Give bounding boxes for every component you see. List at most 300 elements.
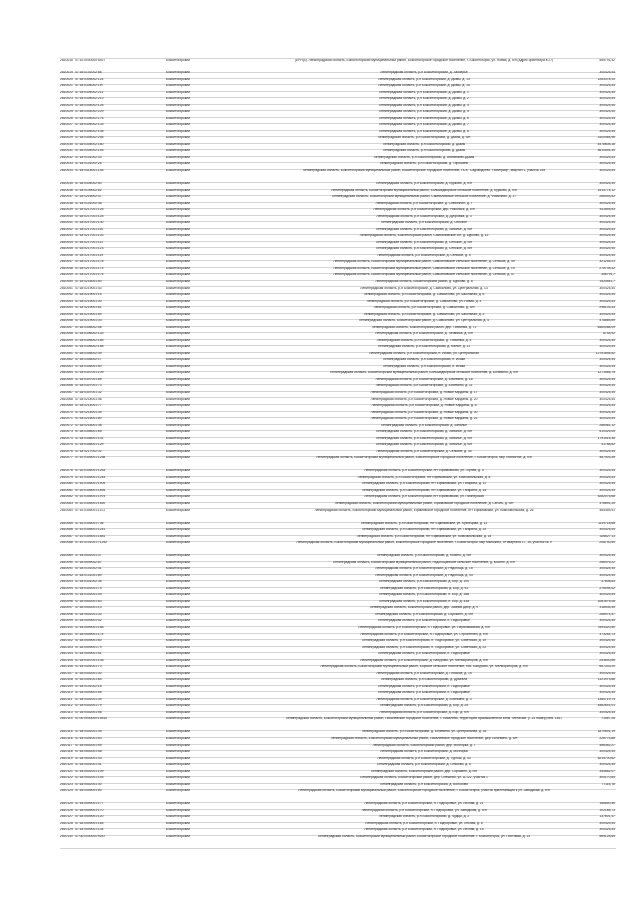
cadastral-value: 354882,07 (599, 769, 615, 773)
address: Ленинградская область, Бокситогорский район, дер. Олешево, ул. А-122, участок 1 (360, 776, 488, 780)
address: Ленинградская область, р-н Бокситогорский, пгт Ефимовский, ул. Комсомольская, д. 8 (357, 475, 491, 479)
cadastral-value: 300425,44 (599, 286, 615, 290)
district-name: Бокситогорский (166, 717, 190, 721)
address: Ленинградская область, р-н Бокситогорский, пгт Ефимовский, ул. Горная, д. 4 (364, 469, 484, 473)
district-name: Бокситогорский (166, 443, 190, 447)
cadastral-number: 47:18:0217001:119 (75, 253, 104, 257)
row-id: 2810108 (60, 678, 73, 682)
district-name: Бокситогорский (166, 142, 190, 146)
cadastral-number: 47:18:0501001:109 (75, 769, 104, 773)
row-id: 2810118 (60, 750, 73, 754)
district-name: Бокситогорский (166, 188, 190, 192)
cadastral-value: 300425,44 (599, 129, 615, 133)
cadastral-number: 47:18:0307001:32 (75, 390, 102, 394)
cadastral-number: 47:18:0509001:177 (75, 802, 104, 806)
cadastral-number: 47:10:0000000:5927 (75, 59, 106, 62)
cadastral-number: 47:18:0509001:79 (75, 645, 102, 649)
district-name: Бокситогорский (166, 671, 190, 675)
district-name: Бокситогорский (166, 482, 190, 486)
district-name: Бокситогорский (166, 377, 190, 381)
cadastral-value: 1514774,12 (597, 188, 615, 192)
cadastral-number: 47:18:0401001:63 (75, 737, 102, 740)
address: Ленинградская область, р-н Бокситогорский, д. Самойлово, ул. Школьная, д. 6 (363, 293, 485, 297)
address: Ленинградская область, Бокситогорский муниципальный район, Пикалевское городское поселение, г. Пикалево, территория промышленной зоны "Метахим" (Г.14 номер) инв. 1467 (285, 717, 563, 721)
district-name: Бокситогорский (166, 534, 190, 538)
district-name: Бокситогорский (166, 730, 190, 734)
cadastral-number: 47:18:0401001:84 (75, 678, 102, 682)
address: Ленинградская область, р-н Бокситогорский, д. Анисимово-Дымы (373, 155, 475, 159)
row-id: 2810116 (60, 737, 73, 740)
row-id: 2810124 (60, 789, 73, 793)
cadastral-value: 1121973,86 (597, 678, 615, 682)
cadastral-number: 47:10:0305001:1975 (75, 495, 106, 499)
cadastral-value: 300425,44 (599, 116, 615, 120)
cadastral-number: 47:18:0302001:49 (75, 593, 102, 597)
cadastral-number: 47:18:0216001:38 (75, 423, 102, 427)
district-name: Бокситогорский (166, 704, 190, 708)
district-name: Бокситогорский (166, 338, 190, 342)
row-id: 2810018 (60, 59, 73, 62)
district-name: Бокситогорский (166, 168, 190, 172)
district-name: Бокситогорский (166, 612, 190, 616)
row-id: 2810077 (60, 456, 73, 460)
district-name: Бокситогорский (166, 678, 190, 682)
district-name: Бокситогорский (166, 756, 190, 760)
table-row (60, 456, 616, 470)
district-name: Бокситогорский (166, 103, 190, 107)
cadastral-number: 47:18:0509001:134 (75, 828, 104, 832)
row-id: 2810055 (60, 312, 73, 316)
cadastral-number: 47:18:0402001:30 (75, 671, 102, 675)
address: Ленинградская область, Бокситогорский муниципальный район, Самойловское сельское поселение, д. Сенское, д. 57 (333, 273, 515, 277)
district-name: Бокситогорский (166, 97, 190, 101)
district-name: Бокситогорский (166, 808, 190, 812)
cadastral-value: 300425,44 (599, 528, 615, 532)
address: Ленинградская область, р-н Бокситогорский, д. Бор, д. 100 (378, 580, 470, 584)
cadastral-value: 300425,44 (599, 182, 615, 186)
row-id: 2810022 (60, 90, 73, 94)
district-name: Бокситогорский (166, 59, 190, 62)
row-id: 2810082 (60, 495, 73, 499)
address: Ленинградская область, р-н Бокситогорский, д. Тихвинка, д. 5 (376, 338, 472, 342)
cadastral-value: 569128,65 (599, 834, 615, 838)
address: Ленинградская область, р-н Бокситогорский, пгт Ефимовский, ул. Гагарина, д. 15 (361, 488, 487, 492)
address: Ленинградская область, Бокситогорский муниципальный район, Радогощинское сельское поселение, д. Косино, д. б/н (333, 560, 515, 564)
address: Ленинградская область, р-н Бокситогорский, д. Заполье, д. б/н (375, 436, 473, 440)
row-id: 2810102 (60, 639, 73, 643)
cadastral-value: 300425,44 (599, 691, 615, 695)
address: Ленинградская область, р-н Бокситогорский, д. Новые Карданы, д. 20 (370, 397, 478, 401)
address: Ленинградская область, Бокситогорский муниципальный район, Бокситогорское городское поселение, г. Бокситогорск, мкр Глинистое, д. б/н (316, 456, 532, 460)
cadastral-value: 47808,63 (601, 580, 615, 584)
cadastral-number: 47:18:0502001:30 (75, 782, 102, 786)
address: Ленинградская область, Бокситогорский район, дер. Сорокино, д. б/н (370, 769, 478, 773)
cadastral-number: 47:18:0304002:246 (75, 136, 104, 140)
district-name: Бокситогорский (166, 423, 190, 427)
district-name: Бокситогорский (166, 299, 190, 303)
cadastral-number: 47:18:0302001:74 (75, 586, 102, 590)
cadastral-number: 47:18:0219001:43 (75, 286, 102, 290)
cadastral-number: 47:18:0509001:51 (75, 652, 102, 656)
cadastral-number: 47:18:0217001:110 (75, 227, 104, 231)
district-name: Бокситогорский (166, 351, 190, 355)
cadastral-number: 47:00:0000000:9287 (75, 834, 106, 838)
cadastral-number: 47:18:0214001:46 (75, 397, 102, 401)
cadastral-number: 47:18:0217001:103 (75, 234, 104, 238)
row-id: 2810092 (60, 573, 73, 577)
address: Ленинградская область, р-н Бокситогорский, д. Новые Карданы, д. 8 (371, 404, 477, 408)
cadastral-value: 1380719,74 (597, 697, 615, 701)
district-name: Бокситогорский (166, 632, 190, 636)
cadastral-number: 47:18:0407001:136 (75, 658, 104, 662)
cadastral-value: 300425,44 (599, 221, 615, 225)
district-name: Бокситогорский (166, 606, 190, 610)
address: Ленинградская область, р-н Бокситогорский, д. Заозерье (380, 71, 468, 75)
row-id: 2810043 (60, 234, 73, 238)
district-name: Бокситогорский (166, 227, 190, 231)
cadastral-value: 300425,44 (599, 358, 615, 362)
address: Ленинградская область, р-н Бокситогорский, п. Исаки (382, 364, 466, 368)
cadastral-value: 268974,57 (599, 612, 615, 616)
cadastral-value: 300425,44 (599, 299, 615, 303)
cadastral-value: 318535,45 (599, 606, 615, 610)
cadastral-value: 667333,20 (599, 665, 615, 669)
district-name: Бокситогорский (166, 116, 190, 120)
row-id: 2810128 (60, 821, 73, 825)
cadastral-value: 300425,44 (599, 247, 615, 251)
address: Ленинградская область, р-н Бокситогорский, д. Сенское, д. 5 (377, 253, 471, 257)
address: Ленинградская область, р-н Бокситогорский, пгт Ефимовский, ул. Пионерская (364, 495, 484, 499)
district-name: Бокситогорский (166, 567, 190, 571)
row-id: 2810065 (60, 377, 73, 381)
address: Ленинградская область, р-н Бокситогорский, д. Сенское (381, 221, 467, 225)
address: Ленинградская область, р-н Бокситогорский, д. Дымы (382, 149, 466, 153)
address: Ленинградская область, р-н Бокситогорский, п. Подборовье (378, 652, 470, 656)
district-name: Бокситогорский (166, 332, 190, 336)
cadastral-value (576, 789, 615, 802)
cadastral-value: 300425,44 (599, 110, 615, 114)
cadastral-value: 511845,53 (599, 208, 615, 212)
row-id: 2810020 (60, 77, 73, 81)
row-id: 2810079 (60, 475, 73, 479)
address: Ленинградская область, р-н Бокситогорский, д. Дрыгала (380, 678, 468, 682)
district-name: Бокситогорский (166, 162, 190, 166)
row-id: 2810047 (60, 260, 73, 264)
address: Ленинградская область, р-н Бокситогорский, д. Дымы, д. 15 (378, 84, 470, 88)
district-name: Бокситогорский (166, 306, 190, 310)
cadastral-number: 47:18:0307001:109 (75, 371, 104, 375)
cadastral-value: 589791,42 (599, 59, 615, 62)
cadastral-number: 47:18:0304002:176 (75, 116, 104, 120)
row-id: 2810112 (60, 704, 73, 708)
cadastral-value: 296103,33 (599, 306, 615, 310)
address: Ленинградская область, Бокситогорский муниципальный район, Пикалевское городское поселение, дер. Бочевино, д. б/н (330, 737, 518, 740)
district-name: Бокситогорский (166, 90, 190, 94)
district-name: Бокситогорский (166, 358, 190, 362)
address: Ленинградская область, р-н Бокситогорский, д. Сенское, д. б/н (375, 240, 473, 244)
cadastral-number: 47:18:0217001:123 (75, 247, 104, 251)
row-id: 2810056 (60, 319, 73, 323)
cadastral-number: 47:18:0509001:168 (75, 626, 104, 630)
district-name: Бокситогорский (166, 397, 190, 401)
district-name: Бокситогорский (166, 384, 190, 388)
row-id: 2810086 (60, 528, 73, 532)
address: Ленинградская область, р-н Бокситогорский, д. Дымы, д. 5 (379, 110, 469, 114)
cadastral-value: 300425,44 (599, 253, 615, 257)
cadastral-value: 278735,32 (599, 266, 615, 270)
cadastral-number: 47:18:0306002:133 (75, 332, 104, 336)
cadastral-number: 47:18:0402001:56 (75, 710, 102, 714)
row-id: 2810119 (60, 756, 73, 760)
row-id: 2810111 (60, 697, 73, 701)
cadastral-number: 47:10:0305001:1472 (75, 508, 106, 512)
district-name: Бокситогорский (166, 639, 190, 643)
cadastral-value: 300425,44 (599, 619, 615, 623)
address: Ленинградская область, Бокситогорский район, д. Самойлово, ул. Центральная, д. 4 (359, 319, 489, 323)
address: Ленинградская область, р-н Бокситогорский, д. Бурково, д. б/н (376, 182, 472, 186)
cadastral-value: 300425,44 (599, 97, 615, 101)
cadastral-number: 47:18:0216002:47 (75, 195, 102, 199)
cadastral-value: 300425,44 (599, 469, 615, 473)
row-id: 2810023 (60, 97, 73, 101)
district-name: Бокситогорский (166, 404, 190, 408)
address: Ленинградская область, р-н Бокситогорский, п. Подборовье, ул. Советская, д. 19 (361, 639, 487, 643)
address: Ленинградская область, р-н Бокситогорский, д. Бор, д. б/н (379, 710, 469, 714)
row-id: 2810061 (60, 351, 73, 355)
district-name: Бокситогорский (166, 279, 190, 283)
row-id: 2810114 (60, 717, 73, 721)
cadastral-value: 5215700,62 (597, 756, 615, 760)
address: Ленинградская область, р-н Бокситогорский, д. Заполье, д. б/н (375, 443, 473, 447)
row-id: 2810109 (60, 684, 73, 688)
row-id: 2810069 (60, 404, 73, 408)
address: Ленинградская область, р-н Бокситогорский, п. Исаки, ул. Центральная (369, 351, 479, 355)
district-name: Бокситогорский (166, 430, 190, 434)
row-id: 2810028 (60, 129, 73, 133)
district-name: Бокситогорский (166, 560, 190, 564)
row-id: 2810027 (60, 123, 73, 127)
cadastral-value: 300425,44 (599, 227, 615, 231)
cadastral-number: 47:18:0101002:41 (75, 567, 102, 571)
row-id: 2810034 (60, 168, 73, 172)
address: Ленинградская область, р-н Бокситогорский, д. Сорокино, д. б/н (374, 612, 474, 616)
cadastral-number: 47:18:0219001:15 (75, 293, 102, 297)
cadastral-value: 1524541,7 (599, 279, 615, 283)
address: Ленинградская область, р-н Бокситогорский, д. Радогощь, д. 44 (375, 573, 473, 577)
district-name: Бокситогорский (166, 488, 190, 492)
cadastral-value: 1081675,08 (597, 599, 615, 603)
address: Ленинградская область, р-н Бокситогорский, д. Косино, д. б/н (376, 554, 472, 558)
district-name: Бокситогорский (166, 626, 190, 630)
district-name: Бокситогорский (166, 508, 190, 512)
cadastral-number: 47:10:0305001:1520 (75, 501, 106, 505)
address: Ленинградская область, Бокситогорский район, дер. Заяний Двор, д. 9 (369, 606, 479, 610)
row-id: 2810044 (60, 240, 73, 244)
cadastral-value: 71587,28 (601, 717, 615, 721)
cadastral-number: 47:18:0503001:43 (75, 756, 102, 760)
address: Ленинградская область, р-н Бокситогорский, д. Дымы, д. 1 (379, 90, 469, 94)
cadastral-value: 300425,44 (599, 567, 615, 571)
cadastral-value: 1879891,19 (597, 730, 615, 734)
row-id: 2810071 (60, 417, 73, 421)
cadastral-number: 47:00:0000000:15510 (75, 717, 108, 721)
cadastral-number: 47:18:0304002:229 (75, 110, 104, 114)
row-id: 2810070 (60, 410, 73, 414)
cadastral-number: 47:18:0308001:65 (75, 430, 102, 434)
district-name: Бокситогорский (166, 828, 190, 832)
address: Ленинградская область, р-н Бокситогорский, д. Дымы, д. 4 (379, 103, 469, 107)
row-id: 2810105 (60, 658, 73, 662)
district-name: Бокситогорский (166, 123, 190, 127)
district-name: Бокситогорский (166, 750, 190, 754)
district-name: Бокситогорский (166, 266, 190, 270)
cadastral-value: 3100464,96 (597, 136, 615, 140)
cadastral-number: 47:18:0502001:145 (75, 776, 104, 780)
district-name: Бокситогорский (166, 599, 190, 603)
district-name: Бокситогорский (166, 364, 190, 368)
district-name: Бокситогорский (166, 789, 190, 793)
address: Ленинградская область, Бокситогорский муниципальный район, Бокситогорское городское поселение, г. Бокситогорск, участок прилегающий к ул. Заводская, д. б/н (298, 789, 550, 793)
address: Ленинградская область, Бокситогорский муниципальный район, Борское сельское поселение, пос. Бабурово, ул. Мелиораторов, д. б/н (320, 665, 528, 669)
address: (ЕРН(4), Ленинградская область, Бокситогорский муниципальный район, Бокситогорское городское поселение, г. Бокситогорск, ул. Новая, д. б/н (адрес ориентира в 27) (294, 59, 554, 62)
table-row (60, 835, 616, 849)
district-name: Бокситогорский (166, 554, 190, 558)
cadastral-number: 47:10:0305001:1241 (75, 528, 106, 532)
row-id: 2810089 (60, 554, 73, 558)
district-name: Бокситогорский (166, 247, 190, 251)
row-id: 2810033 (60, 162, 73, 166)
address: Ленинградская область, р-н Бокситогорский, д. Бор, д. 93 (379, 586, 469, 590)
row-id: 2810095 (60, 593, 73, 597)
district-name: Бокситогорский (166, 273, 190, 277)
cadastral-number: 47:18:0217001:128 (75, 214, 104, 218)
row-id: 2810104 (60, 652, 73, 656)
address: Ленинградская область, р-н Бокситогорский, дер. Никольск, д. б/н (373, 208, 475, 212)
row-id: 2810106 (60, 665, 73, 669)
cadastral-value: 7894320,50 (597, 626, 615, 630)
address: Ленинградская область, р-н Бокситогорский, пгт Ефимовский, ул. Кузнецова, д. 13 (360, 521, 488, 525)
cadastral-value: 478865,89 (599, 319, 615, 323)
cadastral-value: 300425,44 (599, 214, 615, 218)
address: Ленинградская область, р-н Бокситогорский, д. Самойлово, ул. Центральная, д. 13 (360, 286, 488, 290)
district-name: Бокситогорский (166, 410, 190, 414)
cadastral-value: 300425,44 (599, 671, 615, 675)
row-id: 2810117 (60, 743, 73, 747)
district-name: Бокситогорский (166, 821, 190, 825)
cadastral-number: 47:18:0306001:50 (75, 364, 102, 368)
row-id: 2810115 (60, 730, 73, 734)
table-row (60, 169, 616, 183)
address: Ленинградская область, р-н Бокситогорский, д. Бочевино, ул. Центральная, д. 35 (361, 730, 487, 734)
cadastral-number: 47:18:0217001:174 (75, 266, 104, 270)
district-name: Бокситогорский (166, 221, 190, 225)
address: Ленинградская область, р-н Бокситогорский, п. Бор, д. 43а (379, 599, 469, 603)
row-id: 2810064 (60, 371, 73, 375)
district-name: Бокситогорский (166, 136, 190, 140)
cadastral-number: 47:18:0304002:126 (75, 103, 104, 107)
row-id: 2810026 (60, 116, 73, 120)
district-name: Бокситогорский (166, 449, 190, 453)
address: Ленинградская область, р-н Бокситогорский, д. Дымы, д. 6 (379, 116, 469, 120)
district-name: Бокситогорский (166, 253, 190, 257)
row-id: 2810083 (60, 501, 73, 505)
cadastral-value: 300425,44 (599, 593, 615, 597)
cadastral-number: 47:18:0219001:81 (75, 306, 102, 310)
cadastral-number: 47:18:0219001:30 (75, 299, 102, 303)
district-name: Бокситогорский (166, 834, 190, 838)
cadastral-number: 47:18:0602001:58 (75, 750, 102, 754)
cadastral-number: 47:10:0305001:1244 (75, 475, 106, 479)
district-name: Бокситогорский (166, 214, 190, 218)
row-id: 2810123 (60, 782, 73, 786)
cadastral-number: 47:18:0217001:126 (75, 208, 104, 212)
row-id: 2810046 (60, 253, 73, 257)
cadastral-value: 300425,44 (599, 84, 615, 88)
cadastral-number: 47:18:0306002:17 (75, 358, 102, 362)
cadastral-value: 1271585,75 (597, 371, 615, 375)
row-id: 2810120 (60, 763, 73, 767)
address: Ленинградская область, р-н Бокситогорский, д. Бор, д. 25 (379, 704, 469, 708)
cadastral-number: 47:18:0509001:80 (75, 639, 102, 643)
cadastral-number: 47:10:0305001:1904 (75, 482, 106, 486)
address: Ленинградская область, р-н Бокситогорский, д. Заполье, д. б/н (375, 430, 473, 434)
row-id: 2810030 (60, 142, 73, 146)
row-id: 2810039 (60, 208, 73, 212)
address: Ленинградская область, р-н Бокситогорский, п. Подборовье (378, 691, 470, 695)
cadastral-number: 47:18:0219001:33 (75, 319, 102, 323)
row-id: 2810051 (60, 286, 73, 290)
cadastral-number: 47:18:0214001:35 (75, 410, 102, 414)
cadastral-number: 47:18:0216001:50 (75, 279, 102, 283)
cadastral-value: 102185,73 (599, 808, 615, 812)
cadastral-value: 1263378,10 (597, 77, 615, 81)
district-name: Бокситогорский (166, 417, 190, 421)
address: Ленинградская область, р-н Бокситогорский, д. Бочевино, д. 11 (375, 384, 473, 388)
district-name: Бокситогорский (166, 802, 190, 806)
cadastral-number: 47:18:0214001:77 (75, 404, 102, 408)
row-id: 2810072 (60, 423, 73, 427)
district-name: Бокситогорский (166, 436, 190, 440)
cadastral-number: 47:18:0402001:79 (75, 704, 102, 708)
address: Ленинградская область, р-н Бокситогорский, д. Дымы, д. 13 (378, 77, 470, 81)
address: Ленинградская область, р-н Бокситогорский, д. Мочгорка (380, 750, 468, 754)
cadastral-number: 47:18:0217001:111 (75, 240, 103, 244)
row-id: 2810053 (60, 299, 73, 303)
row-id: 2810035 (60, 182, 73, 186)
row-id: 2810110 (60, 691, 73, 695)
district-name: Бокситогорский (166, 684, 190, 688)
table-row (60, 717, 616, 731)
row-id: 2810066 (60, 384, 73, 388)
row-id: 2810075 (60, 443, 73, 447)
cadastral-number: 47:18:0304002:133 (75, 123, 104, 127)
cadastral-number: 47:18:0301002:36 (75, 580, 102, 584)
cadastral-value: 266493,52 (599, 195, 615, 199)
district-name: Бокситогорский (166, 580, 190, 584)
row-id: 2810107 (60, 671, 73, 675)
district-name: Бокситогорский (166, 495, 190, 499)
row-id: 2810103 (60, 645, 73, 649)
cadastral-number: 47:18:0307001:73 (75, 384, 102, 388)
row-id: 2810088 (60, 541, 73, 545)
address: Ленинградская область, р-н Бокситогорский, д. Заполье, д. б/н (375, 227, 473, 231)
cadastral-number: 47:18:0304002:197 (75, 84, 104, 88)
address: Ленинградская область, р-н Бокситогорский, д. Дымы, д. 7 (379, 123, 469, 127)
address: Ленинградская область, р-н Бокситогорский, пгт Ефимовский, ул. Комсомольская, д. 15 (356, 534, 492, 538)
district-name: Бокситогорский (166, 149, 190, 153)
district-name: Бокситогорский (166, 201, 190, 205)
address: Ленинградская область, Бокситогорский муниципальный район, Бокситогорское городское поселение, г. Бокситогорск, мкр Мяльзино, от квартала 17, 18, участок № 9 (296, 541, 552, 545)
